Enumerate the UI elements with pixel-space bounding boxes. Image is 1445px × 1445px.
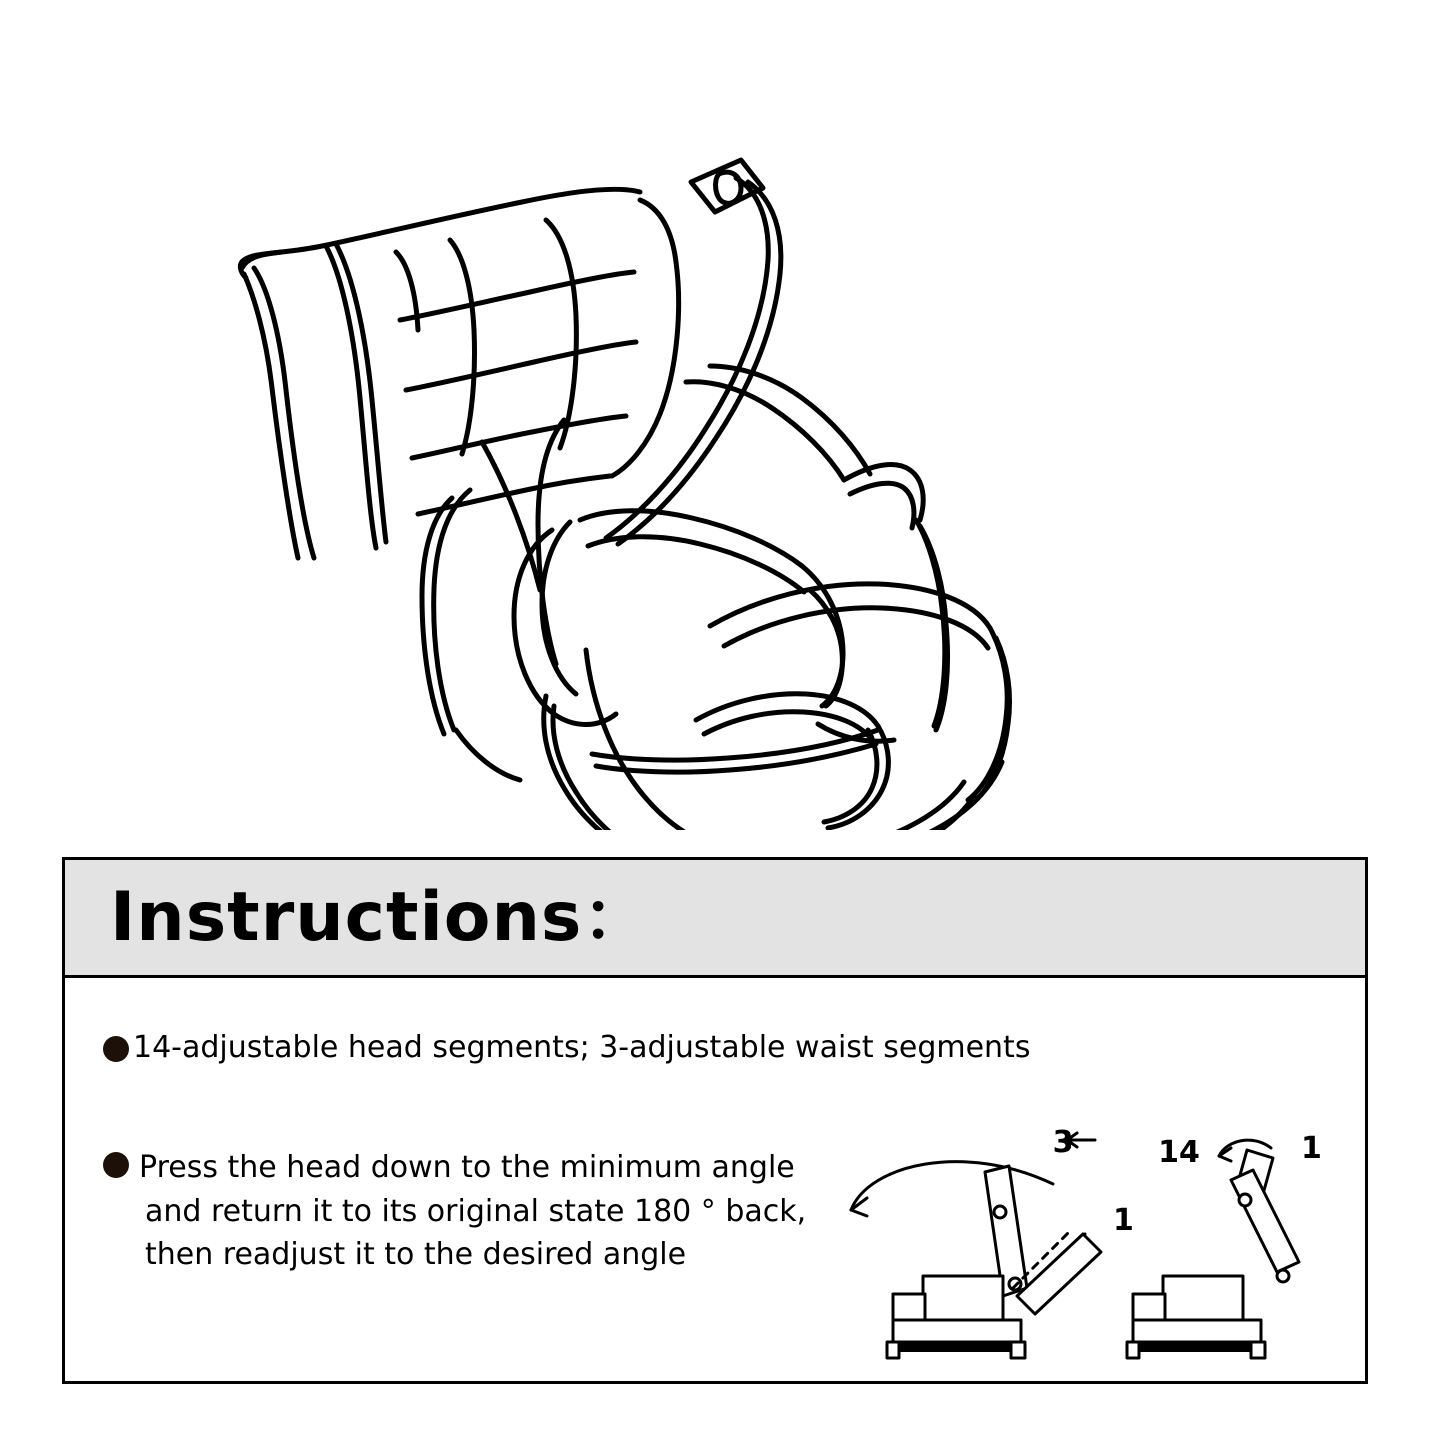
- diagram-label-left-14: 14: [1158, 1135, 1200, 1170]
- diagram-label-right-1: 1: [1113, 1203, 1134, 1238]
- bullet-dot-icon: [103, 1152, 129, 1178]
- instruction-text-press-head: [139, 1146, 806, 1277]
- diagram-label-right-1b: 1: [1301, 1131, 1322, 1166]
- segment-range-diagram: [1127, 1140, 1299, 1358]
- diagram-label-top-3: 3: [1052, 1125, 1074, 1160]
- instruction-line-3: then readjust it to the desired angle: [145, 1237, 687, 1272]
- bullet-dot-icon: [103, 1036, 129, 1062]
- press-down-diagram: [851, 1133, 1101, 1358]
- lever-handle: [606, 160, 781, 544]
- instruction-item-segments: [103, 1030, 1203, 1066]
- instructions-body: [65, 978, 1365, 1384]
- mechanism-diagrams: [845, 1118, 1335, 1368]
- instruction-line-2: and return it to its original state 180 ° back,: [145, 1193, 807, 1229]
- instruction-text-segments: 14-adjustable head segments; 3-adjustable waist segments: [133, 1030, 1031, 1065]
- instructions-header: [65, 860, 1365, 978]
- page-title: Instructions：: [110, 877, 652, 957]
- chair-illustration: [150, 90, 1100, 830]
- chair-base: [544, 650, 1002, 830]
- instructions-panel: [62, 857, 1368, 1384]
- instruction-item-press-head: [103, 1146, 863, 1277]
- instruction-line-1: Press the head down to the minimum angle: [139, 1150, 795, 1185]
